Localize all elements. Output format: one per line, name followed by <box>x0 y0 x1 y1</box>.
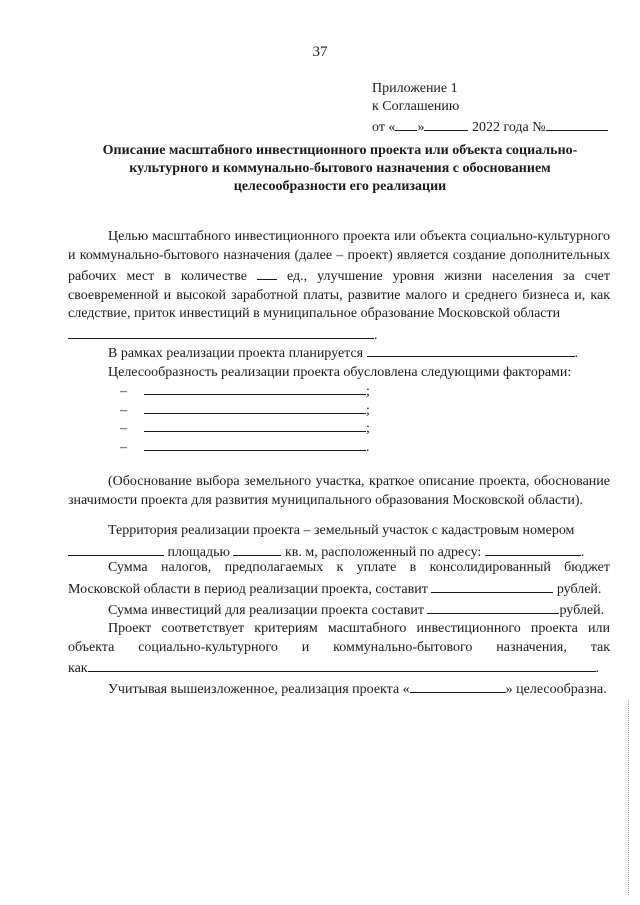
cadastral-number-blank <box>68 541 164 556</box>
jobs-count-blank <box>257 265 277 280</box>
taxes-amount-blank <box>431 578 553 593</box>
document-title: Описание масштабного инвестиционного проекта или объекта социально-культурного и коммунально-бытового назначения с обоснованием целесообразности его реализации <box>102 143 578 194</box>
area-blank <box>233 541 281 556</box>
appendix-line: Приложение 1 <box>372 81 458 96</box>
criteria-paragraph: Проект соответствует критериям масштабного инвестиционного проекта или объекта социально-культурного и коммунально-бытового назначения, так как . <box>68 621 610 676</box>
planned-blank <box>367 342 575 357</box>
municipality-blank <box>68 324 374 339</box>
day-blank <box>395 116 417 131</box>
planned-paragraph: В рамках реализации проекта планируется . Целесообразность реализации проекта обусловлена следующими факторами: <box>68 342 610 382</box>
agreement-date-line: от « » 2022 года № <box>372 116 608 137</box>
month-blank <box>424 116 468 131</box>
project-name-blank <box>410 678 506 693</box>
criteria-blank <box>88 657 596 672</box>
taxes-paragraph: Сумма налогов, предполагаемых к уплате в консолидированный бюджет Московской области в период реализации проекта, составит рублей. <box>68 560 610 597</box>
factors-intro: Целесообразность реализации проекта обусловлена следующими факторами: <box>108 364 572 380</box>
address-blank <box>485 541 581 556</box>
list-item: – ; <box>120 399 370 418</box>
list-item: – ; <box>120 380 370 399</box>
investments-paragraph: Сумма инвестиций для реализации проекта составит рублей. <box>68 599 610 621</box>
scan-edge-mark <box>628 700 630 895</box>
appendix-header <box>372 80 608 137</box>
agreement-line: к Соглашению <box>372 99 460 114</box>
list-item: – . <box>120 436 370 455</box>
territory-paragraph: Территория реализации проекта – земельный участок с кадастровым номером площадью кв. м, расположенный по адресу: . <box>68 522 610 562</box>
page-number: 37 <box>312 44 328 60</box>
justification-note: (Обоснование выбора земельного участка, краткое описание проекта, обоснование значимости проекта для развития муниципального образования Московской области). <box>68 474 610 508</box>
number-blank <box>546 116 608 131</box>
factors-list <box>120 380 370 454</box>
investments-amount-blank <box>427 599 559 614</box>
list-item: – ; <box>120 417 370 436</box>
conclusion-paragraph: Учитывая вышеизложенное, реализация проекта « » целесообразна. <box>68 678 610 700</box>
purpose-paragraph: Целью масштабного инвестиционного проекта или объекта социально-культурного и коммунально-бытового назначения (далее – проект) является создание дополнительных рабочих мест в количестве ед., улучшение уровня жизни населения за счет своевременной и высокой заработной платы, развитие малого и среднего бизнеса и, как следствие, приток инвестиций в муниципальное образование Московской области . <box>68 229 610 343</box>
